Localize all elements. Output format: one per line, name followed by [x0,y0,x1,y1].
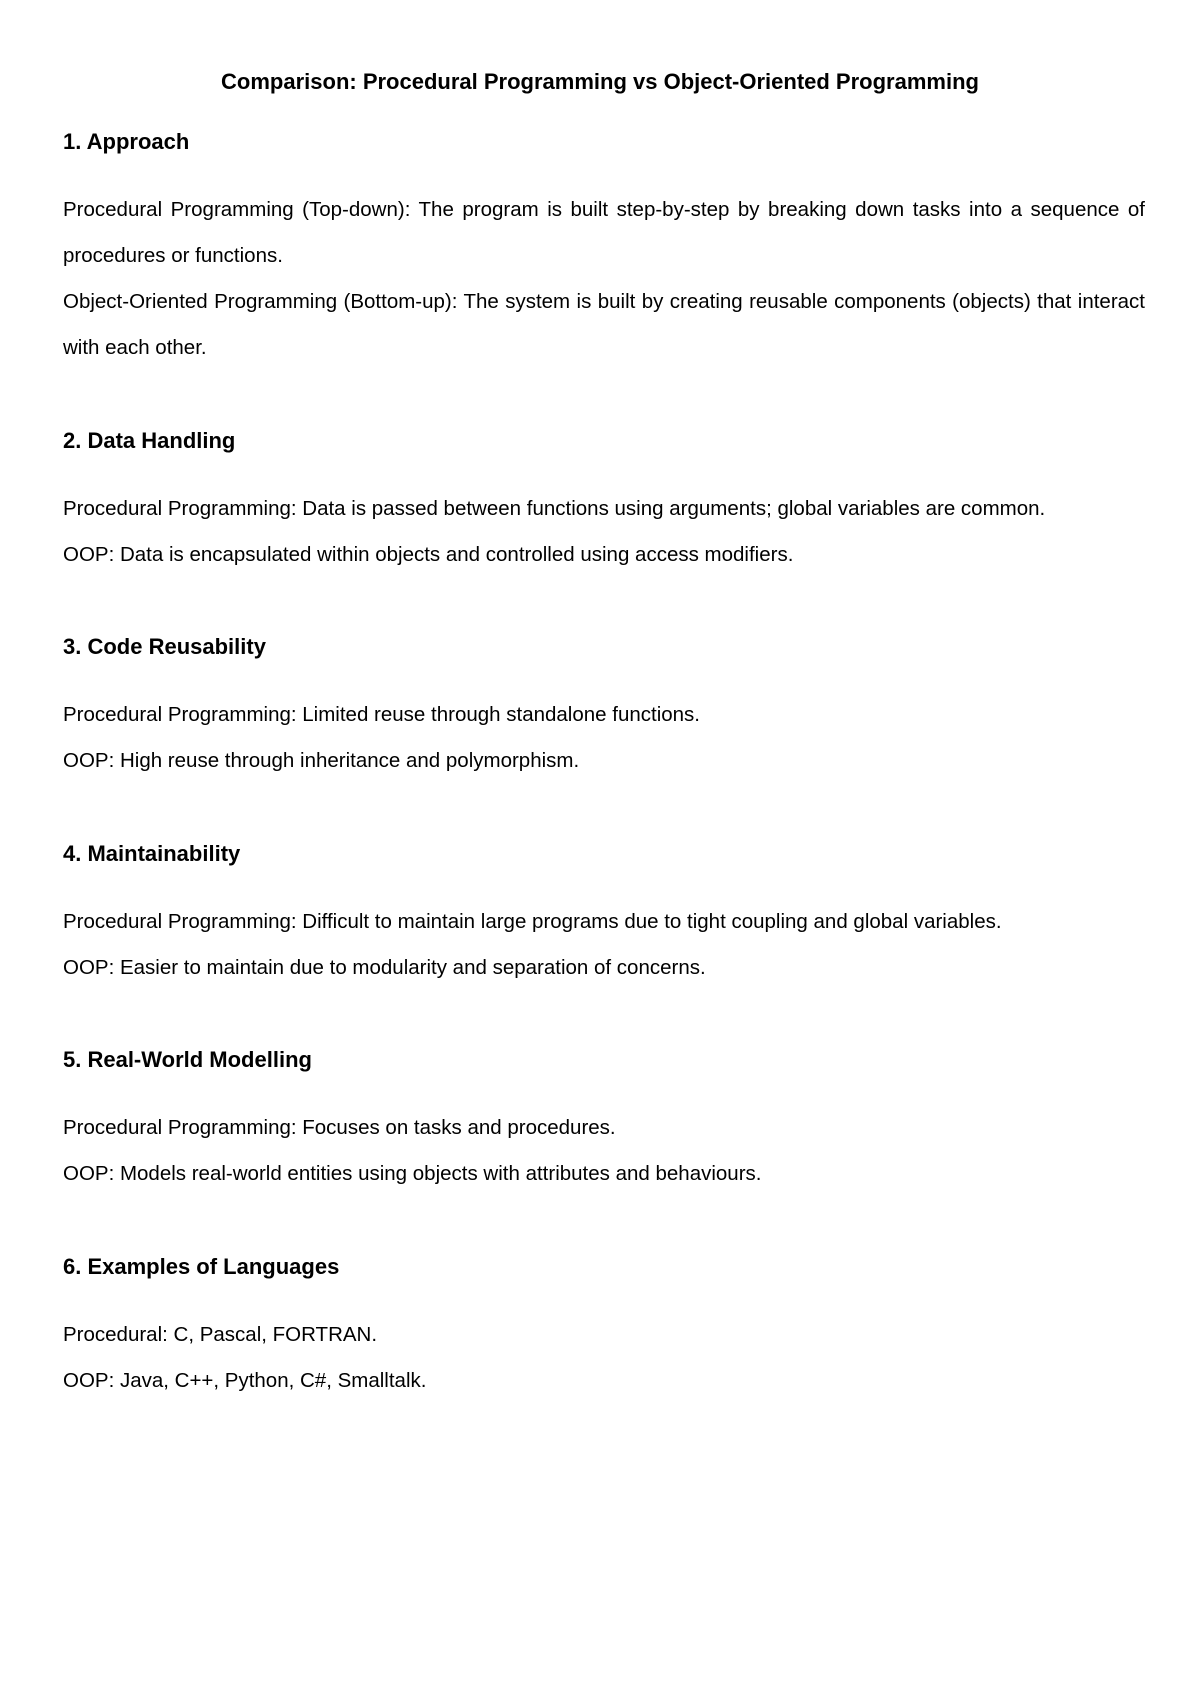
procedural-data-handling-text: Procedural Programming: Data is passed between functions using arguments; global variables are common. [63,497,1046,520]
oop-reusability-text: OOP: High reuse through inheritance and polymorphism. [63,749,580,772]
section-maintainability [63,840,1145,991]
section-heading: 6. Examples of Languages [63,1254,340,1279]
section-heading: 1. Approach [63,129,190,154]
oop-maintainability-text: OOP: Easier to maintain due to modularity and separation of concerns. [63,956,706,979]
section-heading: 3. Code Reusability [63,634,266,659]
oop-languages-text: OOP: Java, C++, Python, C#, Smalltalk. [63,1369,427,1392]
section-heading: 4. Maintainability [63,841,241,866]
section-examples-of-languages [63,1253,1145,1404]
section-heading: 5. Real-World Modelling [63,1047,312,1072]
section-code-reusability [63,633,1145,784]
procedural-reusability-text: Procedural Programming: Limited reuse through standalone functions. [63,703,700,726]
procedural-modelling-text: Procedural Programming: Focuses on tasks and procedures. [63,1116,616,1139]
section-approach [63,128,1145,371]
document-title: Comparison: Procedural Programming vs Object-Oriented Programming [221,69,979,94]
oop-modelling-text: OOP: Models real-world entities using objects with attributes and behaviours. [63,1162,762,1185]
procedural-maintainability-text: Procedural Programming: Difficult to maintain large programs due to tight coupling and global variables. [63,910,1002,933]
section-real-world-modelling [63,1046,1145,1197]
oop-data-handling-text: OOP: Data is encapsulated within objects and controlled using access modifiers. [63,543,794,566]
oop-approach-text: Object-Oriented Programming (Bottom-up): The system is built by creating reusable components (objects) that interact with each other. [63,290,1145,359]
section-data-handling [63,427,1145,578]
procedural-approach-text: Procedural Programming (Top-down): The program is built step-by-step by breaking down tasks into a sequence of procedures or functions. [63,198,1145,267]
procedural-languages-text: Procedural: C, Pascal, FORTRAN. [63,1323,378,1346]
section-heading: 2. Data Handling [63,428,236,453]
